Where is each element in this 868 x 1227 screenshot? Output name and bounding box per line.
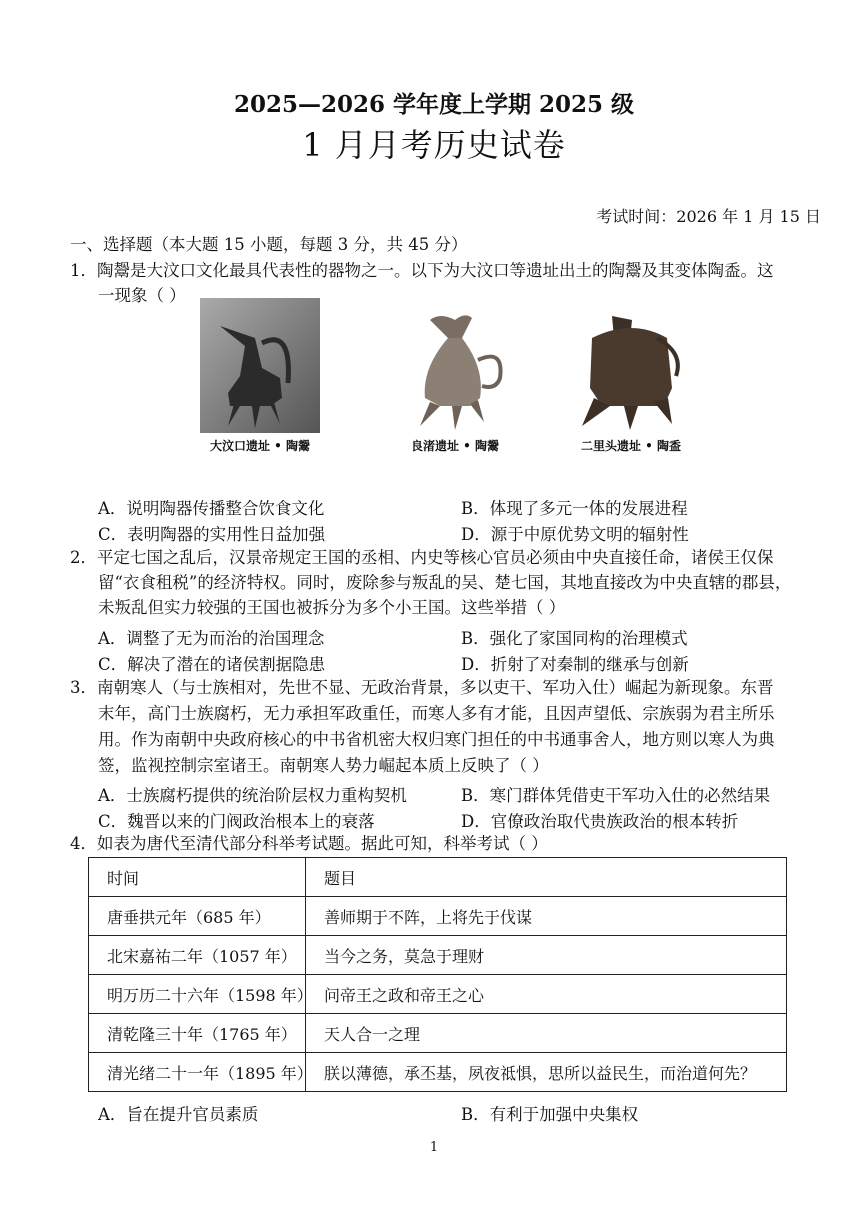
section-heading: 一、选择题（本大题 15 小题，每题 3 分，共 45 分） (70, 235, 468, 254)
table-row (89, 897, 787, 936)
table-cell-time: 清光绪二十一年（1895 年） (89, 1053, 306, 1092)
q2-stem-line2: 留“衣食租税”的经济特权。同时，废除参与叛乱的吴、楚七国，其地直接改为中央直辖的郡县， (98, 573, 792, 592)
table-cell-topic: 问帝王之政和帝王之心 (306, 975, 787, 1014)
table-cell-time: 唐垂拱元年（685 年） (89, 897, 306, 936)
q3-stem-line4: 签，监视控制宗室诸王。南朝寒人势力崛起本质上反映了（ ） (98, 756, 549, 775)
pottery-he-image (572, 298, 690, 433)
q3-stem-line2: 末年，高门士族腐朽，无力承担军政重任，而寒人多有才能，且因声望低、宗族弱为君主所乐 (98, 704, 775, 723)
q2-stem-line1: 2．平定七国之乱后，汉景帝规定王国的丞相、内史等核心官员必须由中央直接任命，诸侯王仅保 (70, 548, 774, 567)
q2-option-a[interactable]: A．调整了无为而治的治国理念 (98, 629, 325, 648)
q1-figure-caption-2: 良渚遗址 • 陶鬶 (410, 439, 500, 453)
q4-option-b[interactable]: B．有利于加强中央集权 (461, 1105, 639, 1124)
table-cell-time: 明万历二十六年（1598 年） (89, 975, 306, 1014)
q3-option-b[interactable]: B．寒门群体凭借吏干军功入仕的必然结果 (461, 786, 771, 805)
q1-option-b[interactable]: B．体现了多元一体的发展进程 (461, 499, 688, 518)
q3-option-c[interactable]: C．魏晋以来的门阀政治根本上的衰落 (98, 812, 375, 831)
q1-stem-line2: 一现象（ ） (98, 286, 186, 305)
q3-stem-line3: 用。作为南朝中央政府核心的中书省机密大权归寒门担任的中书通事舍人，地方则以寒人为典 (98, 730, 775, 749)
table-header-topic: 题目 (306, 858, 787, 897)
table-cell-topic: 善师期于不阵，上将先于伐谋 (306, 897, 787, 936)
table-row (89, 975, 787, 1014)
q1-figure-caption-1: 大汶口遗址 • 陶鬶 (209, 439, 311, 453)
page-number: 1 (429, 1140, 439, 1155)
table-cell-time: 清乾隆三十年（1765 年） (89, 1014, 306, 1053)
q1-figure-dawenkou (200, 298, 320, 454)
q4-exam-table (88, 857, 787, 1092)
q2-option-c[interactable]: C．解决了潜在的诸侯割据隐患 (98, 655, 326, 674)
table-row (89, 1014, 787, 1053)
q4-option-a[interactable]: A．旨在提升官员素质 (98, 1105, 259, 1124)
q1-option-c[interactable]: C．表明陶器的实用性日益加强 (98, 525, 326, 544)
q2-option-b[interactable]: B．强化了家国同构的治理模式 (461, 629, 688, 648)
table-cell-time: 北宋嘉祐二年（1057 年） (89, 936, 306, 975)
q1-figure-liangzhu (400, 298, 510, 454)
q3-option-a[interactable]: A．士族腐朽提供的统治阶层权力重构契机 (98, 786, 407, 805)
table-row (89, 1053, 787, 1092)
table-header-row (89, 858, 787, 897)
q1-stem-line1: 1．陶鬶是大汶口文化最具代表性的器物之一。以下为大汶口等遗址出土的陶鬶及其变体陶盉。这 (70, 261, 774, 280)
q1-option-d[interactable]: D．源于中原优势文明的辐射性 (461, 525, 689, 544)
q1-figure-caption-3: 二里头遗址 • 陶盉 (580, 439, 682, 453)
exam-title-line1: 2025—2026 学年度上学期 2025 级 (233, 91, 635, 118)
exam-title-line2: 1 月月考历史试卷 (302, 126, 566, 164)
table-cell-topic: 当今之务，莫急于理财 (306, 936, 787, 975)
q1-figure-erlitou (572, 298, 690, 454)
table-row (89, 936, 787, 975)
table-header-time: 时间 (89, 858, 306, 897)
exam-time: 考试时间：2026 年 1 月 15 日 (596, 207, 821, 226)
table-cell-topic: 天人合一之理 (306, 1014, 787, 1053)
q3-option-d[interactable]: D．官僚政治取代贵族政治的根本转折 (461, 812, 739, 831)
q2-stem-line3: 未叛乱但实力较强的王国也被拆分为多个小王国。这些举措（ ） (98, 598, 566, 617)
q2-option-d[interactable]: D．折射了对秦制的继承与创新 (461, 655, 689, 674)
q3-stem-line1: 3．南朝寒人（与士族相对，先世不显、无政治背景，多以吏干、军功入仕）崛起为新现象。东晋 (70, 678, 774, 697)
pottery-gui-image (400, 298, 510, 433)
table-cell-topic: 朕以薄德，承丕基，夙夜祗惧，思所以益民生，而治道何先？ (306, 1053, 787, 1092)
q4-stem-line1: 4．如表为唐代至清代部分科举考试题。据此可知，科举考试（ ） (70, 834, 548, 853)
pottery-gui-image (200, 298, 320, 433)
q1-option-a[interactable]: A．说明陶器传播整合饮食文化 (98, 499, 325, 518)
